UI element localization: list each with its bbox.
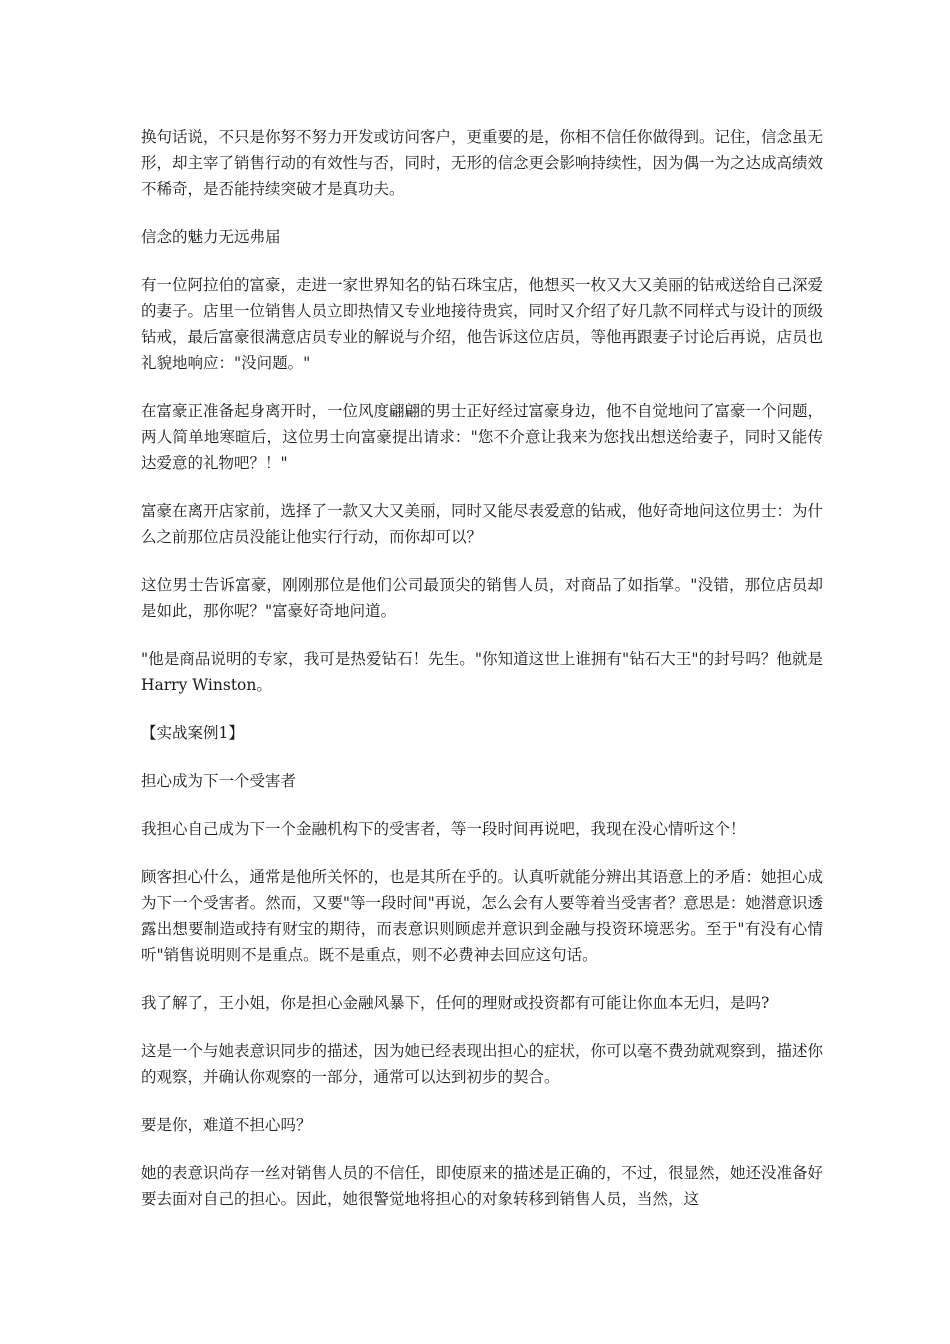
paragraph-14: 要是你，难道不担心吗？ xyxy=(141,1116,312,1134)
paragraph-4: 在富豪正准备起身离开时，一位风度翩翩的男士正好经过富豪身边，他不自觉地问了富豪一个问题，两人简单地寒暄后，这位男士向富豪提出请求："您不介意让我来为您找出想送给妻子，同时又能传达爱意的礼物吧？！" xyxy=(141,402,824,472)
document-page xyxy=(141,124,823,1234)
paragraph-15: 她的表意识尚存一丝对销售人员的不信任，即使原来的描述是正确的，不过，很显然，她还没准备好要去面对自己的担心。因此，她很警觉地将担心的对象转移到销售人员，当然，这 xyxy=(141,1164,824,1208)
paragraph-1: 换句话说，不只是你努不努力开发或访问客户，更重要的是，你相不信任你做得到。记住，信念虽无形，却主宰了销售行动的有效性与否，同时，无形的信念更会影响持续性，因为偶一为之达成高绩效不稀奇，是否能持续突破才是真功夫。 xyxy=(141,128,824,198)
paragraph-10: 我担心自己成为下一个金融机构下的受害者，等一段时间再说吧，我现在没心情听这个！ xyxy=(141,820,746,838)
section-heading-belief: 信念的魅力无远弗届 xyxy=(141,228,281,246)
paragraph-13: 这是一个与她表意识同步的描述，因为她已经表现出担心的症状，你可以毫不费劲就观察到，描述你的观察，并确认你观察的一部分，通常可以达到初步的契合。 xyxy=(141,1042,824,1086)
paragraph-6: 这位男士告诉富豪，刚刚那位是他们公司最顶尖的销售人员，对商品了如指掌。"没错，那位店员却是如此，那你呢？"富豪好奇地问道。 xyxy=(141,576,823,620)
paragraph-5: 富豪在离开店家前，选择了一款又大又美丽，同时又能尽表爱意的钻戒，他好奇地问这位男士：为什么之前那位店员没能让他实行行动，而你却可以？ xyxy=(141,502,824,546)
paragraph-11: 顾客担心什么，通常是他所关怀的，也是其所在乎的。认真听就能分辨出其语意上的矛盾：她担心成为下一个受害者。然而，又要"等一段时间"再说，怎么会有人要等着当受害者？意思是：她潜意识透露出想要制造或持有财宝的期待，而表意识则顾虑并意识到金融与投资环境恶劣。至于"有没有心情听"销售说明则不是重点。既不是重点，则不必费神去回应这句话。 xyxy=(141,868,824,964)
case-label: 【实战案例1】 xyxy=(141,724,244,742)
case-title: 担心成为下一个受害者 xyxy=(141,772,297,790)
paragraph-3: 有一位阿拉伯的富豪，走进一家世界知名的钻石珠宝店，他想买一枚又大又美丽的钻戒送给自己深爱的妻子。店里一位销售人员立即热情又专业地接待贵宾，同时又介绍了好几款不同样式与设计的顶级钻戒，最后富豪很满意店员专业的解说与介绍，他告诉这位店员，等他再跟妻子讨论后再说，店员也礼貌地响应："没问题。" xyxy=(141,276,824,372)
paragraph-7: "他是商品说明的专家，我可是热爱钻石！先生。"你知道这世上谁拥有"钻石大王"的封号吗？他就是Harry Winston。 xyxy=(141,650,823,694)
paragraph-12: 我了解了，王小姐，你是担心金融风暴下，任何的理财或投资都有可能让你血本无归，是吗? xyxy=(141,994,770,1012)
